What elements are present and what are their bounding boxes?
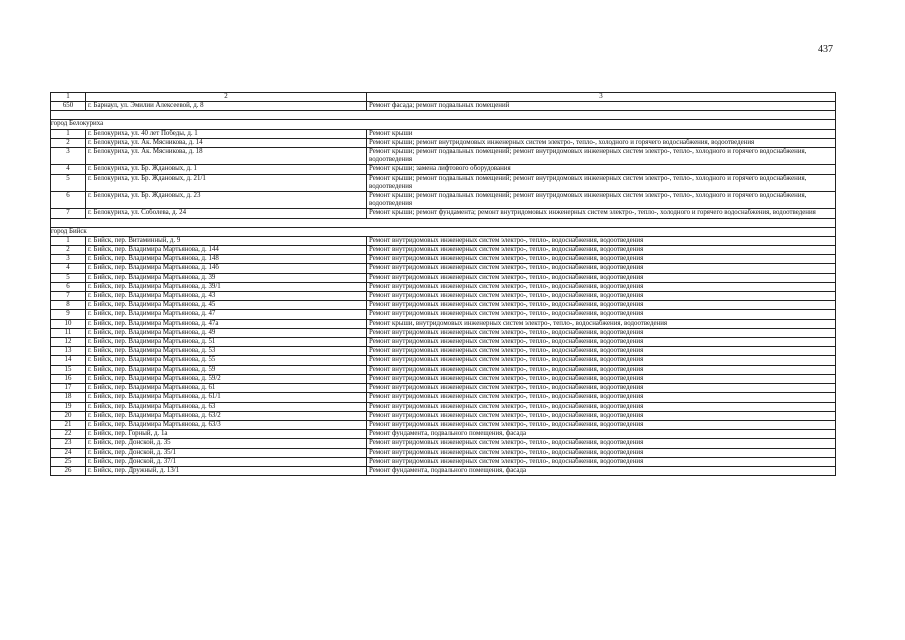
row-number: 4 [51,264,86,273]
work-cell: Ремонт внутридомовых инженерных систем электро-, тепло-, водоснабжения, водоотведения [367,310,836,319]
address-cell: г. Бийск, пер. Владимира Мартьянова, д. 55 [86,356,367,365]
address-cell: г. Бийск, пер. Владимира Мартьянова, д. 59 [86,365,367,374]
address-cell: г. Бийск, пер. Витаминный, д. 9 [86,236,367,245]
table-row [51,466,836,475]
table-row [51,420,836,429]
address-cell: г. Белокуриха, ул. Ак. Мясникова, д. 14 [86,138,367,147]
work-cell: Ремонт внутридомовых инженерных систем электро-, тепло-, водоснабжения, водоотведения [367,439,836,448]
work-cell: Ремонт фундамента, подвального помещения, фасада [367,430,836,439]
table-row [51,328,836,337]
table-row [51,319,836,328]
row-number: 1 [51,236,86,245]
row-number: 6 [51,192,86,209]
table-row [51,384,836,393]
row-number: 8 [51,301,86,310]
table-row [51,439,836,448]
table-row [51,273,836,282]
city-heading-row [51,120,836,129]
row-number: 26 [51,466,86,475]
row-number: 15 [51,365,86,374]
work-cell: Ремонт крыши; ремонт подвальных помещений; ремонт внутридомовых инженерных систем электро-, тепло-, холодного и горячего водоснабжения, водоотведения [367,192,836,209]
table-row [51,393,836,402]
row-number: 3 [51,148,86,165]
address-cell: г. Бийск, пер. Донской, д. 35 [86,439,367,448]
header-cell: 2 [86,93,367,102]
table-row [51,246,836,255]
address-cell: г. Белокуриха, ул. Ак. Мясникова, д. 18 [86,148,367,165]
work-cell: Ремонт внутридомовых инженерных систем электро-, тепло-, водоснабжения, водоотведения [367,365,836,374]
address-cell: г. Бийск, пер. Владимира Мартьянова, д. 148 [86,255,367,264]
work-cell: Ремонт внутридомовых инженерных систем электро-, тепло-, водоснабжения, водоотведения [367,393,836,402]
table-row [51,411,836,420]
address-cell: г. Бийск, пер. Владимира Мартьянова, д. 63/2 [86,411,367,420]
work-cell: Ремонт крыши; ремонт фундамента; ремонт внутридомовых инженерных систем электро-, тепло-, холодного и горячего водоснабжения, водоотведения [367,209,836,218]
address-cell: г. Белокуриха, ул. 40 лет Победы, д. 1 [86,129,367,138]
work-cell: Ремонт внутридомовых инженерных систем электро-, тепло-, водоснабжения, водоотведения [367,347,836,356]
table-row [51,102,836,111]
header-cell: 3 [367,93,836,102]
address-cell: г. Бийск, пер. Владимира Мартьянова, д. 53 [86,347,367,356]
row-number: 16 [51,374,86,383]
table-row [51,347,836,356]
work-cell: Ремонт внутридомовых инженерных систем электро-, тепло-, водоснабжения, водоотведения [367,356,836,365]
work-cell: Ремонт внутридомовых инженерных систем электро-, тепло-, водоснабжения, водоотведения [367,457,836,466]
table-row [51,129,836,138]
address-cell: г. Бийск, пер. Владимира Мартьянова, д. 45 [86,301,367,310]
row-number: 23 [51,439,86,448]
work-cell: Ремонт внутридомовых инженерных систем электро-, тепло-, водоснабжения, водоотведения [367,402,836,411]
work-cell: Ремонт внутридомовых инженерных систем электро-, тепло-, водоснабжения, водоотведения [367,448,836,457]
row-number: 1 [51,129,86,138]
section-spacer [51,218,836,227]
address-cell: г. Бийск, пер. Владимира Мартьянова, д. 14б [86,264,367,273]
work-cell: Ремонт крыши; ремонт подвальных помещений; ремонт внутридомовых инженерных систем электро-, тепло-, холодного и горячего водоснабжения, водоотведения [367,148,836,165]
work-cell: Ремонт внутридомовых инженерных систем электро-, тепло-, водоснабжения, водоотведения [367,236,836,245]
address-cell: г. Белокуриха, ул. Бр. Ждановых, д. 23 [86,192,367,209]
table-row [51,264,836,273]
work-cell: Ремонт внутридомовых инженерных систем электро-, тепло-, водоснабжения, водоотведения [367,384,836,393]
address-cell: г. Бийск, пер. Владимира Мартьянова, д. 63 [86,402,367,411]
table-row [51,174,836,191]
work-cell: Ремонт крыши; замена лифтового оборудования [367,165,836,174]
row-number: 12 [51,338,86,347]
table-row [51,255,836,264]
section-spacer [51,111,836,120]
row-number: 14 [51,356,86,365]
table-row [51,365,836,374]
address-cell: г. Бийск, пер. Владимира Мартьянова, д. 59/2 [86,374,367,383]
address-cell: г. Бийск, пер. Горный, д. 1а [86,430,367,439]
address-cell: г. Бийск, пер. Владимира Мартьянова, д. 47а [86,319,367,328]
work-cell: Ремонт внутридомовых инженерных систем электро-, тепло-, водоснабжения, водоотведения [367,411,836,420]
column-numbers-row [51,93,836,102]
address-cell: г. Бийск, пер. Владимира Мартьянова, д. 47 [86,310,367,319]
row-number: 13 [51,347,86,356]
work-cell: Ремонт внутридомовых инженерных систем электро-, тепло-, водоснабжения, водоотведения [367,273,836,282]
work-cell: Ремонт внутридомовых инженерных систем электро-, тепло-, водоснабжения, водоотведения [367,301,836,310]
row-number: 22 [51,430,86,439]
work-cell: Ремонт крыши, внутридомовых инженерных систем электро-, тепло-, водоснабжения, водоотведения [367,319,836,328]
work-cell: Ремонт внутридомовых инженерных систем электро-, тепло-, водоснабжения, водоотведения [367,246,836,255]
address-cell: г. Барнаул, ул. Эмилии Алексеевой, д. 8 [86,102,367,111]
address-cell: г. Белокуриха, ул. Бр. Ждановых, д. 1 [86,165,367,174]
row-number: 9 [51,310,86,319]
address-cell: г. Бийск, пер. Дружный, д. 13/1 [86,466,367,475]
city-heading: город Белокуриха [51,120,836,129]
table-row [51,192,836,209]
spacer-cell [51,111,836,120]
table-row [51,236,836,245]
table-row [51,148,836,165]
row-number: 20 [51,411,86,420]
table-row [51,457,836,466]
work-cell: Ремонт внутридомовых инженерных систем электро-, тепло-, водоснабжения, водоотведения [367,374,836,383]
table-row [51,165,836,174]
table-row [51,209,836,218]
work-cell: Ремонт внутридомовых инженерных систем электро-, тепло-, водоснабжения, водоотведения [367,264,836,273]
repair-registry-table [50,92,836,476]
address-cell: г. Бийск, пер. Владимира Мартьянова, д. 61/1 [86,393,367,402]
address-cell: г. Бийск, пер. Владимира Мартьянова, д. 39/1 [86,282,367,291]
row-number: 6 [51,282,86,291]
address-cell: г. Белокуриха, ул. Соболева, д. 24 [86,209,367,218]
work-cell: Ремонт внутридомовых инженерных систем электро-, тепло-, водоснабжения, водоотведения [367,282,836,291]
address-cell: г. Бийск, пер. Владимира Мартьянова, д. 63/3 [86,420,367,429]
row-number: 2 [51,246,86,255]
address-cell: г. Бийск, пер. Владимира Мартьянова, д. 144 [86,246,367,255]
row-number: 3 [51,255,86,264]
table-row [51,301,836,310]
page-number: 437 [818,44,833,55]
row-number: 5 [51,273,86,282]
row-number: 11 [51,328,86,337]
row-number: 4 [51,165,86,174]
row-number: 24 [51,448,86,457]
address-cell: г. Бийск, пер. Владимира Мартьянова, д. 61 [86,384,367,393]
work-cell: Ремонт крыши; ремонт подвальных помещений; ремонт внутридомовых инженерных систем электро-, тепло-, холодного и горячего водоснабжения, водоотведения [367,174,836,191]
table-row [51,374,836,383]
table-row [51,282,836,291]
address-cell: г. Белокуриха, ул. Бр. Ждановых, д. 21/1 [86,174,367,191]
work-cell: Ремонт внутридомовых инженерных систем электро-, тепло-, водоснабжения, водоотведения [367,255,836,264]
address-cell: г. Бийск, пер. Владимира Мартьянова, д. 43 [86,292,367,301]
table-row [51,338,836,347]
work-cell: Ремонт крыши; ремонт внутридомовых инженерных систем электро-, тепло-, холодного и горячего водоснабжения, водоотведения [367,138,836,147]
work-cell: Ремонт крыши [367,129,836,138]
table-row [51,138,836,147]
address-cell: г. Бийск, пер. Владимира Мартьянова, д. 39 [86,273,367,282]
row-number: 19 [51,402,86,411]
address-cell: г. Бийск, пер. Владимира Мартьянова, д. 51 [86,338,367,347]
address-cell: г. Бийск, пер. Донской, д. 37/1 [86,457,367,466]
table-row [51,402,836,411]
row-number: 25 [51,457,86,466]
row-number: 650 [51,102,86,111]
row-number: 10 [51,319,86,328]
row-number: 7 [51,209,86,218]
row-number: 18 [51,393,86,402]
table-row [51,310,836,319]
address-cell: г. Бийск, пер. Владимира Мартьянова, д. 49 [86,328,367,337]
table-row [51,292,836,301]
table-row [51,448,836,457]
row-number: 2 [51,138,86,147]
city-heading-row [51,227,836,236]
address-cell: г. Бийск, пер. Донской, д. 35/1 [86,448,367,457]
row-number: 21 [51,420,86,429]
row-number: 5 [51,174,86,191]
row-number: 7 [51,292,86,301]
work-cell: Ремонт внутридомовых инженерных систем электро-, тепло-, водоснабжения, водоотведения [367,338,836,347]
table-row [51,356,836,365]
work-cell: Ремонт внутридомовых инженерных систем электро-, тепло-, водоснабжения, водоотведения [367,328,836,337]
work-cell: Ремонт фасада; ремонт подвальных помещений [367,102,836,111]
row-number: 17 [51,384,86,393]
table-row [51,430,836,439]
work-cell: Ремонт фундамента, подвального помещения, фасада [367,466,836,475]
header-cell: 1 [51,93,86,102]
work-cell: Ремонт внутридомовых инженерных систем электро-, тепло-, водоснабжения, водоотведения [367,420,836,429]
spacer-cell [51,218,836,227]
city-heading: город Бийск [51,227,836,236]
work-cell: Ремонт внутридомовых инженерных систем электро-, тепло-, водоснабжения, водоотведения [367,292,836,301]
